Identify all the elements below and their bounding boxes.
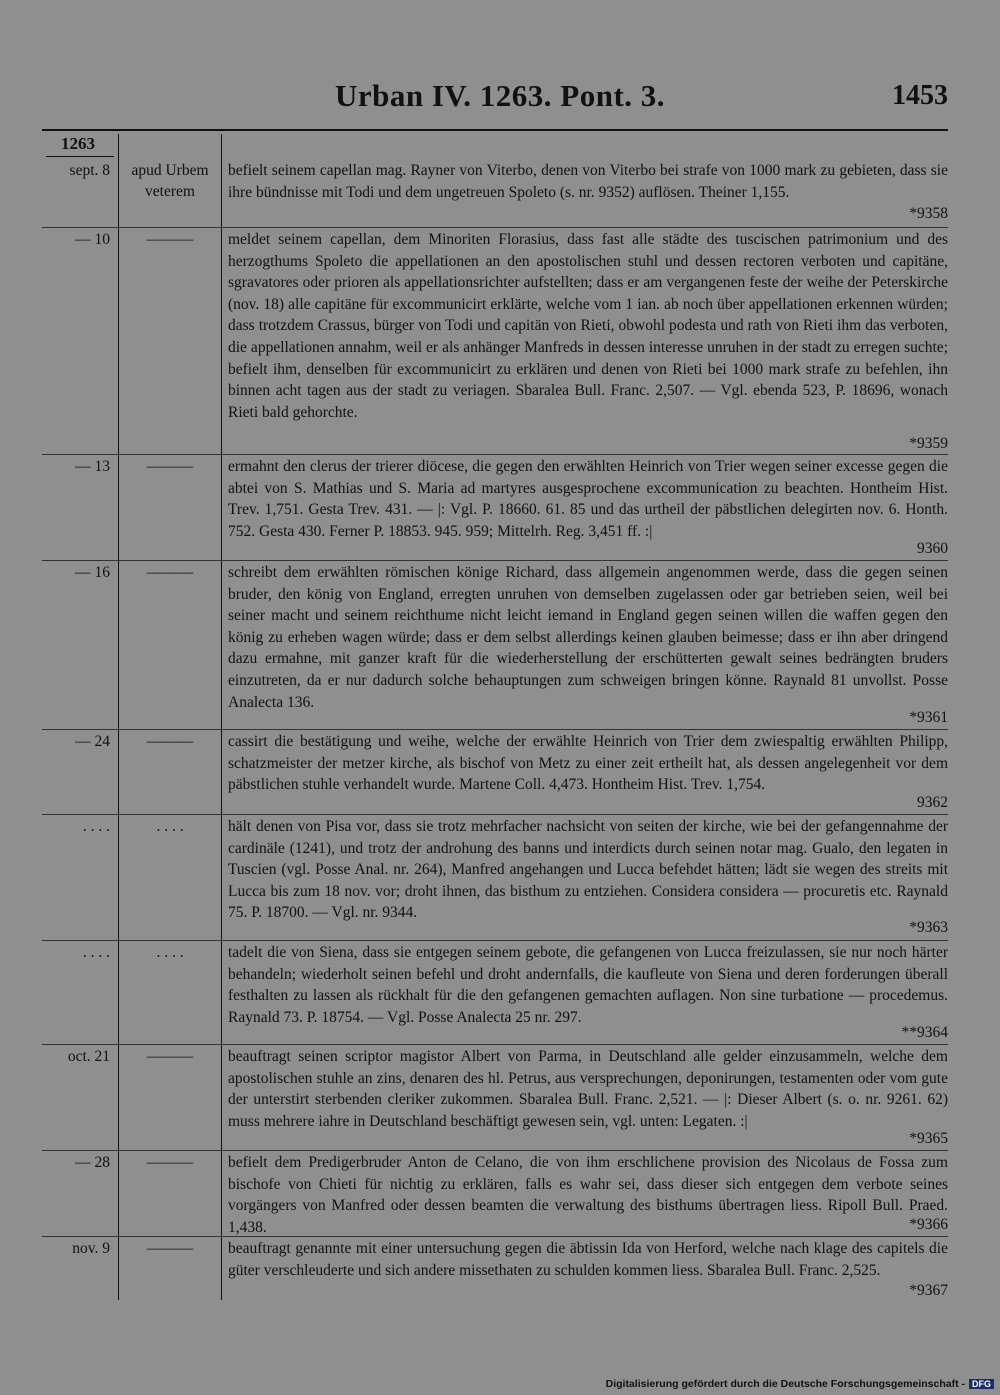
entry-number: *9363 <box>909 919 948 936</box>
entry-separator <box>42 560 948 561</box>
entry-date: — 13 <box>75 458 110 475</box>
entry-text: hält denen von Pisa vor, dass sie trotz mehrfacher nachsicht von seiten der kirche, wie bei der gefangennahme der cardinäle (1241), und trotz der androhung des banns und interdicts durch seinen notar mag. Gualo, den legaten in Tuscien (vgl. Posse Anal. nr. 264), Manfred angehangen und Lucca befehdet hätten; lädt sie wegen des streits mit Lucca bis zum 18 nov. vor; droht ihnen, das bisthum zu entziehen. Considera considera — procuretis etc. Raynald 75. P. 18700. — Vgl. nr. 9344. <box>228 818 948 922</box>
entry-separator <box>42 1044 948 1045</box>
entry-date: sept. 8 <box>69 162 110 179</box>
entry-place: . . . . <box>156 818 184 835</box>
entry-number: 9362 <box>917 794 948 811</box>
entry-text: beauftragt seinen scriptor magistor Albert von Parma, in Deutschland alle gelder einzusammeln, welche dem apostolischen stuhle an zins, denaren des hl. Petrus, aus versprechungen, deponirungen, testamenten oder vom gute der unterstirt sterbenden cleriker zukommen. Sbaralea Bull. Franc. 2,521. — |: Dieser Albert (s. o. nr. 9261. 62) muss mehrere iahre in Deutschland beschäftigt gewesen sein, vgl. unten: Legaten. :| <box>228 1048 948 1130</box>
entry-date: — 24 <box>75 733 110 750</box>
entry-number: *9361 <box>909 709 948 726</box>
footer-text: Digitalisierung gefördert durch die Deutsche Forschungsgemeinschaft - <box>605 1378 965 1390</box>
entry-text: ermahnt den clerus der trierer diöcese, die gegen den erwählten Heinrich von Trier wegen seiner excesse gegen die abtei von S. Mathias und S. Maria ad martyres ausgesprochene excommunication zu beachten. Hontheim Hist. Trev. 1,751. Gesta Trev. 431. — |: Vgl. P. 18660. 61. 85 und das urtheil der päbstlichen delegirten nov. 6. Honth. 752. Gesta 430. Ferner P. 18853. 945. 959; Mittelrh. Reg. 3,451 ff. :| <box>228 458 948 540</box>
year-underline <box>46 156 114 157</box>
entry-date: — 16 <box>75 564 110 581</box>
entry-date: — 28 <box>75 1154 110 1171</box>
entry-date: . . . . <box>82 818 110 835</box>
column-divider-date <box>118 134 119 1300</box>
entry-text: befielt dem Predigerbruder Anton de Celano, die von ihm erschlichene provision des Nicolaus de Fossa zum bischofe von Chieti für nichtig zu erklären, falls es wahr sei, dass dieser sich entgegen dem verbote seines vorgängers von Manfred oder dessen beamten die verwaltung des bisthums übertragen liess. Ripoll Bull. Praed. 1,438. <box>228 1154 948 1236</box>
entry-separator <box>42 814 948 815</box>
entry-number: *9366 <box>909 1216 948 1233</box>
entry-text: tadelt die von Siena, dass sie entgegen seinem gebote, die gefangenen von Lucca freizulassen, sie nur noch härter behandeln; wiederholt seinen befehl und droht andernfalls, die kaufleute von Siena und deren forderungen überall festhalten zu lassen als rückhalt für die den gefangenen gemachten auflagen. Non sine turbatione — procedemus. Raynald 73. P. 18754. — Vgl. Posse Analecta 25 nr. 297. <box>228 944 948 1026</box>
entry-date: oct. 21 <box>67 1048 110 1065</box>
header-rule <box>42 129 948 131</box>
dfg-logo: DFG <box>969 1379 994 1389</box>
entry-date: nov. 9 <box>72 1240 110 1257</box>
year-heading: 1263 <box>61 134 95 153</box>
entry-place: . . . . <box>156 944 184 961</box>
entry-number: 9360 <box>917 540 948 557</box>
entry-place: apud Urbem veterem <box>131 162 209 200</box>
entry-separator <box>42 454 948 455</box>
column-divider-place <box>221 134 222 1300</box>
entry-text: beauftragt genannte mit einer untersuchung gegen die äbtissin Ida von Herford, welche nach klage des capitels die güter verschleuderte und sich andere missethaten zu schulden kommen liess. Sbaralea Bull. Franc. 2,525. <box>228 1240 948 1279</box>
entry-separator <box>42 227 948 228</box>
entry-separator <box>42 729 948 730</box>
entry-date: — 10 <box>75 231 110 248</box>
entry-number: *9359 <box>909 435 948 452</box>
entry-separator <box>42 1150 948 1151</box>
entry-place: ——— <box>146 1154 194 1171</box>
entry-text: meldet seinem capellan, dem Minoriten Florasius, dass fast alle städte des tuscischen patrimonium und des herzogthums Spoleto die appellationen an den apostolischen stuhl und dessen rectoren verboten und capitäne, sgravatores oder prioren als appellationsrichter aufstellten; dass er am vergangenen feste der weihe der Peterskirche (nov. 18) alle capitäne für excommunicirt erklärte, welche vom 1 ian. ab noch über appellationen erkennen würden; dass trotzdem Crassus, bürger von Todi und capitän von Rieti, obwohl podesta und rath von Rieti ihm das verboten, die appellationen annahm, weil er als anhänger Manfreds in dessen interesse unruhen in der stadt zu erregen suchte; befielt ihm, denselben für excommunicirt zu erklären und denen von Rieti bei 1000 mark strafe zu befehlen, ihn binnen acht tagen aus der stadt zu veriagen. Sbaralea Bull. Franc. 2,507. — Vgl. ebenda 523, P. 18696, wonach Rieti bald gehorchte. <box>228 231 948 421</box>
entry-place: ——— <box>146 564 194 581</box>
entry-place: ——— <box>146 1240 194 1257</box>
entry-place: ——— <box>146 231 194 248</box>
entry-place: ——— <box>146 1048 194 1065</box>
entry-number: *9367 <box>909 1282 948 1299</box>
entry-text: befielt seinem capellan mag. Rayner von Viterbo, denen von Viterbo bei strafe von 1000 mark zu gebieten, dass sie ihre bündnisse mit Todi und dem ungetreuen Spoleto (s. nr. 9352) auflösen. Theiner 1,155. <box>228 162 948 201</box>
entry-separator <box>42 940 948 941</box>
entry-number: *9358 <box>909 205 948 222</box>
page-title: Urban IV. 1263. Pont. 3. <box>334 78 666 113</box>
page-number: 1453 <box>892 80 948 111</box>
entry-separator <box>42 1236 948 1237</box>
footer-credit <box>606 1378 994 1390</box>
entry-text: schreibt dem erwählten römischen könige Richard, dass allgemein angenommen werde, dass die gegen seinen bruder, den könig von England, erregten unruhen von demselben zugelassen oder gar betrieben seien, weil bei seiner macht und seinem reichthume nicht leicht iemand in England gegen seinen willen die waffen gegen den könig zu erheben wagen würde; dass er dem selbst allerdings keinen glauben beimesse; dass er ihn aber dringend dazu ermahne, mit ganzer kraft für die wiederherstellung der erschütterten gewalt seines bedrängten bruders einzutreten, da er nur dadurch solche behauptungen zum schweigen bringen könne. Raynald 81 unvollst. Posse Analecta 136. <box>228 564 948 711</box>
entry-place: ——— <box>146 458 194 475</box>
entry-date: . . . . <box>82 944 110 961</box>
entry-number: **9364 <box>901 1024 948 1041</box>
entry-number: *9365 <box>909 1130 948 1147</box>
entry-place: ——— <box>146 733 194 750</box>
entry-text: cassirt die bestätigung und weihe, welche der erwählte Heinrich von Trier dem zwiespaltig erwählten Philipp, schatzmeister der metzer kirche, als bischof von Metz zu einer zeit ertheilt hat, als dessen angelegenheit vor dem päbstlichen stuhle verhandelt wurde. Martene Coll. 4,473. Hontheim Hist. Trev. 1,754. <box>228 733 948 794</box>
